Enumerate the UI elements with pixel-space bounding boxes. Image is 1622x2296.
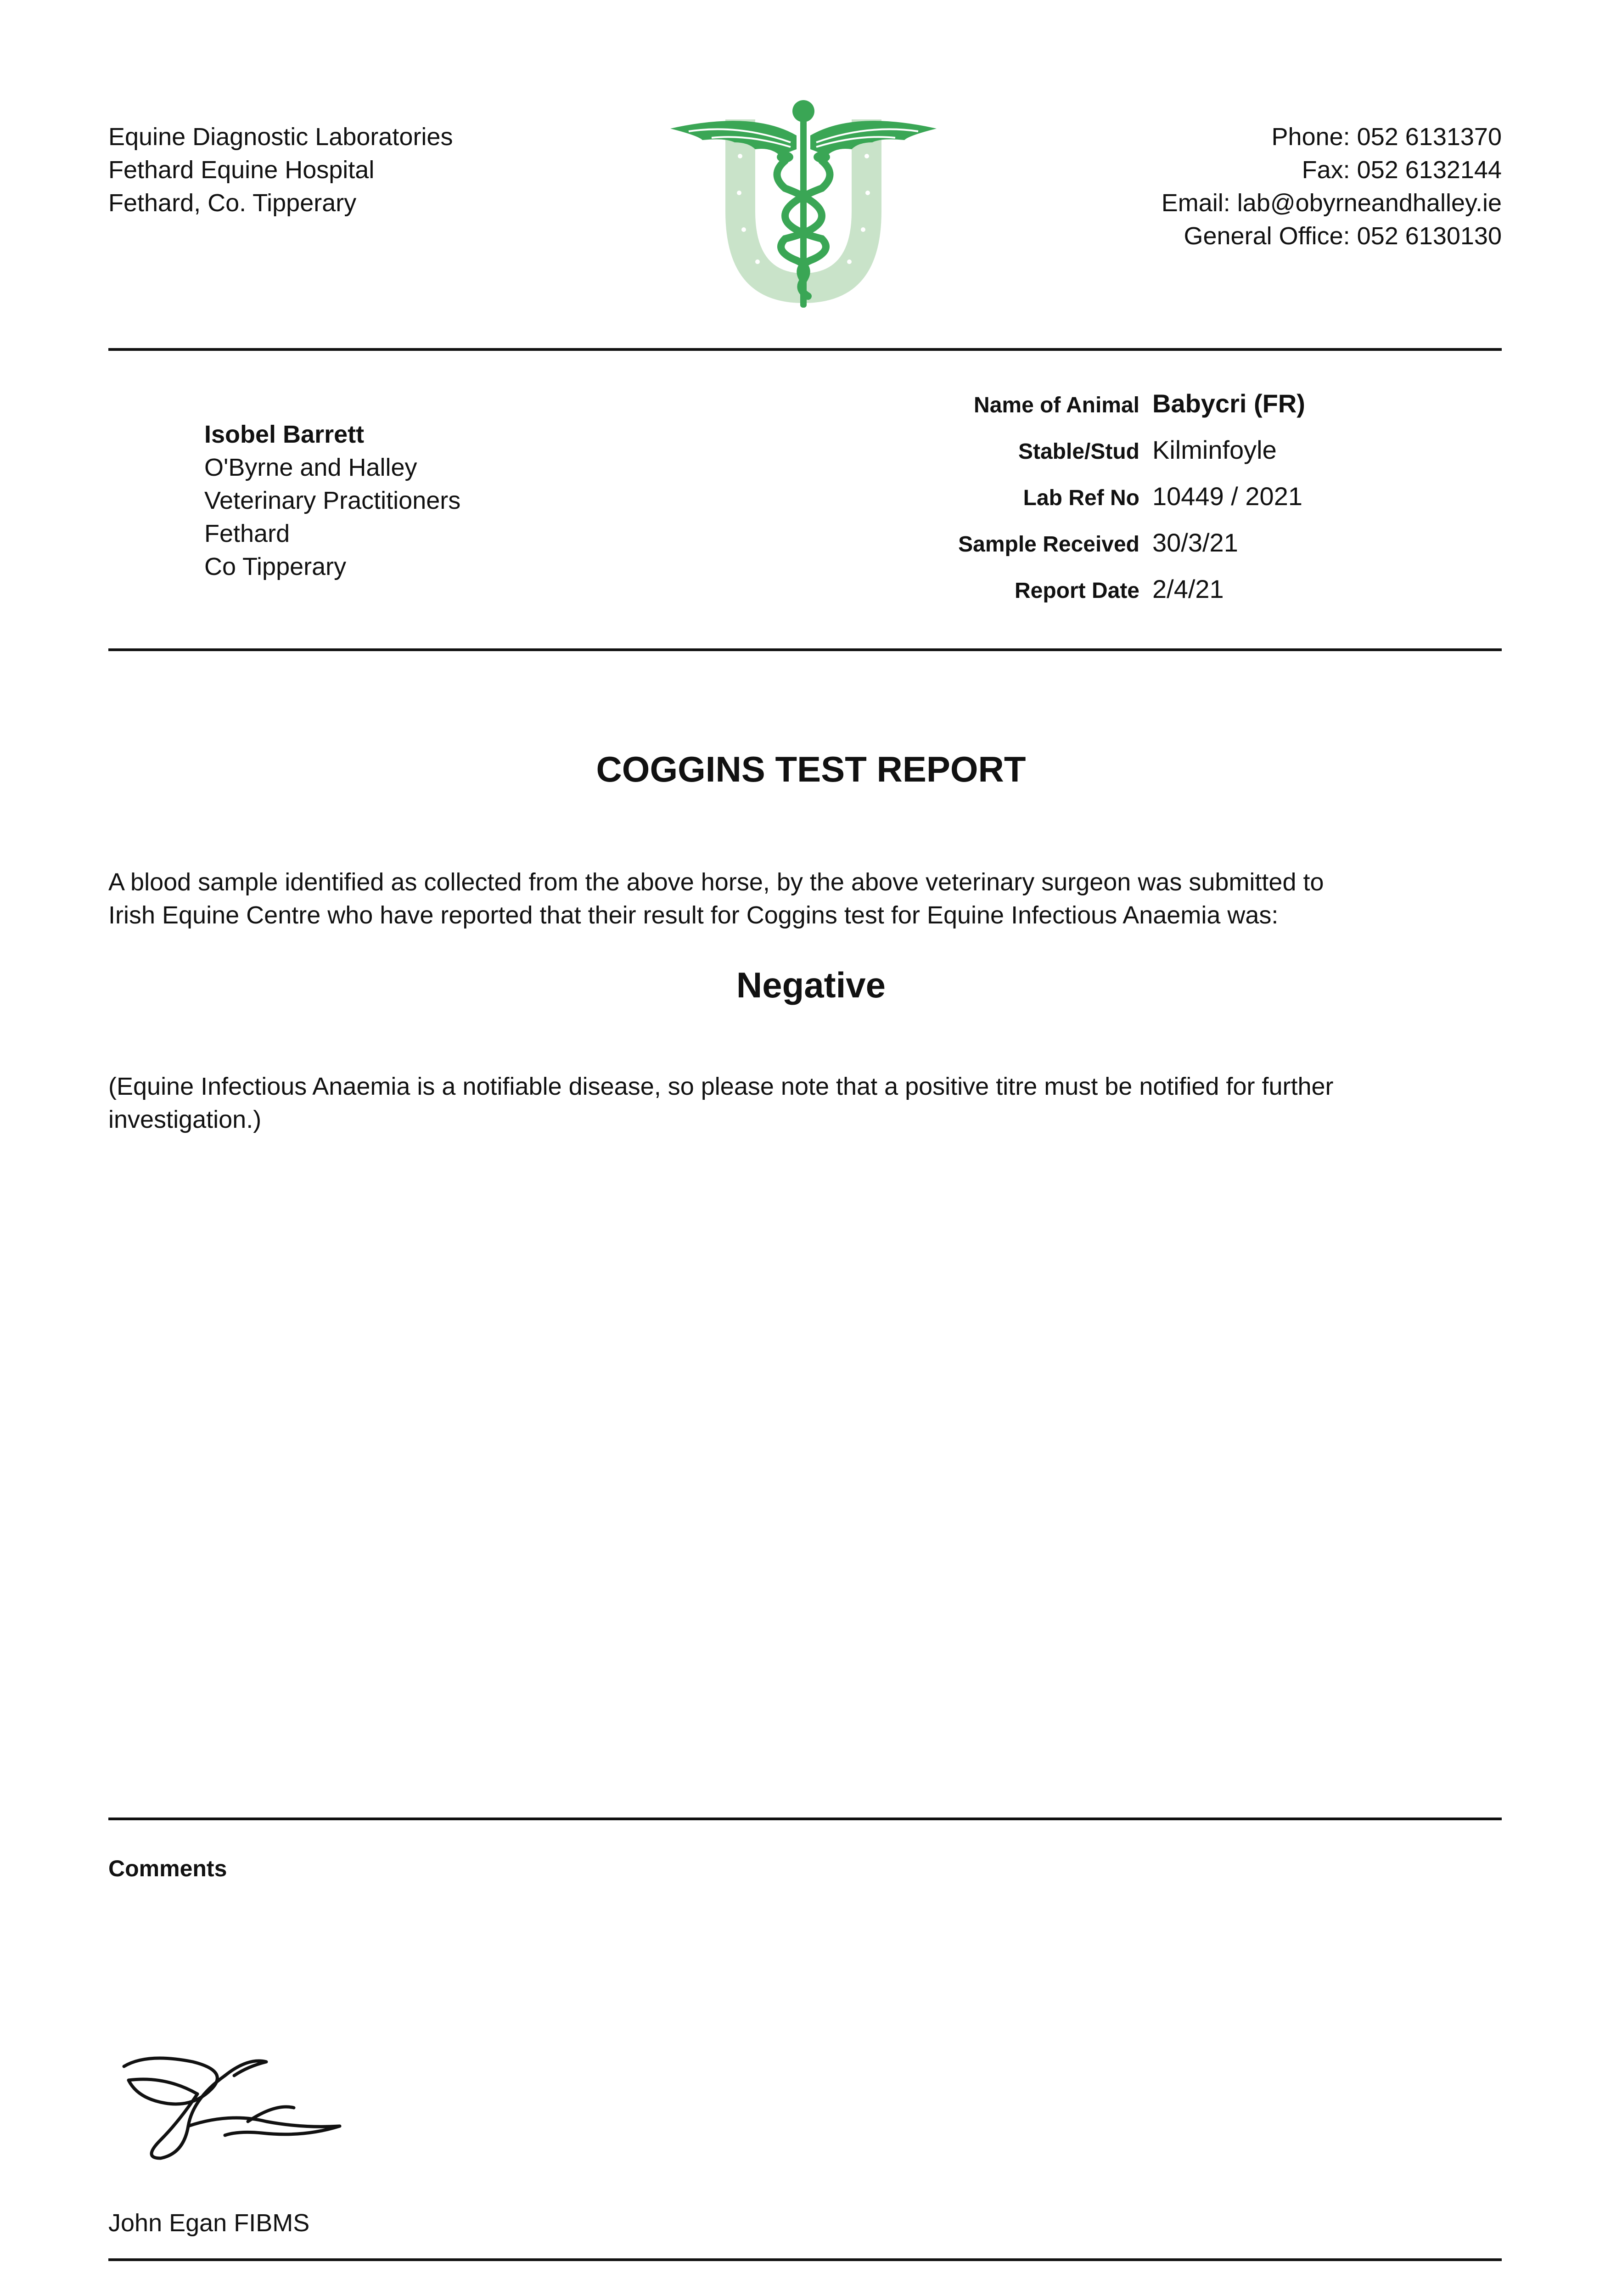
stable-value: Kilminfoyle [1152, 435, 1277, 464]
lab-ref-label: Lab Ref No [1023, 486, 1139, 510]
report-date-value: 2/4/21 [1152, 574, 1224, 603]
caduceus-horseshoe-logo [670, 92, 937, 321]
sample-received-label: Sample Received [958, 532, 1139, 557]
animal-info [780, 388, 1305, 620]
animal-name-label: Name of Animal [974, 393, 1139, 417]
signature-icon [110, 2048, 349, 2172]
phone-line: Phone: 052 6131370 [1271, 123, 1502, 151]
email-line: Email: lab@obyrneandhalley.ie [1161, 189, 1502, 217]
report-note-line: investigation.) [108, 1106, 262, 1133]
sample-received-value: 30/3/21 [1152, 528, 1238, 557]
report-date-label: Report Date [1014, 579, 1139, 603]
lab-address-line: Equine Diagnostic Laboratories [108, 123, 453, 151]
animal-name-row [780, 388, 1305, 435]
test-result: Negative [736, 965, 886, 1005]
report-date-row [780, 574, 1305, 620]
report-intro-line: A blood sample identified as collected from the above horse, by the above veterinary surgeon was submitted to [108, 868, 1324, 896]
lab-ref-value: 10449 / 2021 [1152, 482, 1302, 511]
comments-divider [108, 1818, 1502, 1820]
lab-address [108, 120, 453, 219]
report-note [108, 1070, 1504, 1136]
info-divider [108, 648, 1502, 651]
signer-name: John Egan FIBMS [108, 2209, 310, 2237]
recipient-line: Fethard [204, 520, 290, 547]
report-title: COGGINS TEST REPORT [596, 749, 1026, 789]
header-divider [108, 348, 1502, 351]
general-office-line: General Office: 052 6130130 [1184, 222, 1502, 250]
recipient-line: Veterinary Practitioners [204, 487, 461, 514]
comments-label: Comments [108, 1856, 227, 1881]
lab-ref-row [780, 481, 1305, 528]
footer-divider [108, 2258, 1502, 2261]
recipient-address [204, 418, 460, 583]
lab-contact [1162, 120, 1502, 253]
report-intro [108, 866, 1504, 932]
recipient-line: Co Tipperary [204, 553, 347, 580]
lab-address-line: Fethard, Co. Tipperary [108, 189, 357, 217]
lab-address-line: Fethard Equine Hospital [108, 156, 375, 184]
report-note-line: (Equine Infectious Anaemia is a notifiable disease, so please note that a positive titre must be notified for further [108, 1073, 1334, 1100]
report-intro-line: Irish Equine Centre who have reported that their result for Coggins test for Equine Infectious Anaemia was: [108, 901, 1279, 929]
recipient-name: Isobel Barrett [204, 421, 365, 448]
sample-received-row [780, 528, 1305, 574]
animal-name-value: Babycri (FR) [1152, 389, 1305, 418]
fax-line: Fax: 052 6132144 [1302, 156, 1502, 184]
recipient-line: O'Byrne and Halley [204, 454, 417, 481]
stable-row [780, 435, 1305, 481]
stable-label: Stable/Stud [1018, 439, 1139, 464]
